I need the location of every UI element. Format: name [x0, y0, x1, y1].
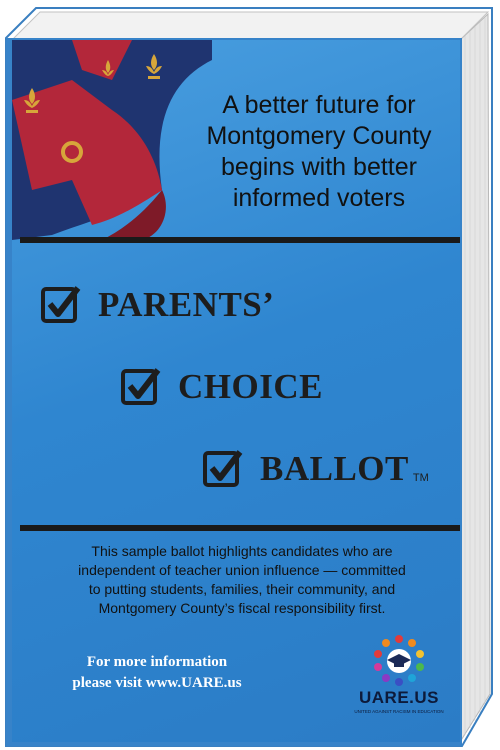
headline-line-4: informed voters — [232, 184, 406, 212]
divider-bottom — [20, 525, 460, 531]
description-line-1: This sample ballot highlights candidates who are — [91, 543, 393, 559]
title-row-choice — [120, 366, 323, 408]
more-info — [52, 652, 262, 694]
headline-line-3: begins with better — [221, 153, 417, 181]
description-line-2: independent of teacher union influence — committed — [78, 562, 406, 578]
checkbox-icon — [40, 284, 82, 326]
headline-line-1: A better future for — [222, 91, 416, 119]
headline — [194, 90, 444, 214]
checkbox-icon — [202, 448, 244, 490]
description — [42, 542, 442, 618]
book-cover — [12, 40, 460, 742]
description-line-3: to putting students, families, their community, and — [88, 581, 396, 597]
flag-graphic — [12, 40, 212, 240]
more-info-link[interactable]: please visit www.UARE.us — [72, 675, 242, 691]
trademark-mark: TM — [412, 472, 429, 484]
uare-logo — [344, 634, 454, 734]
headline-line-2: Montgomery County — [206, 122, 432, 150]
more-info-line-1: For more information — [86, 654, 228, 670]
title-row-ballot — [202, 448, 429, 490]
divider-top — [20, 237, 460, 243]
checkbox-icon — [120, 366, 162, 408]
logo-name: UARE.US — [358, 688, 439, 707]
title-word-choice: CHOICE — [178, 367, 323, 406]
logo-tagline: UNITED AGAINST RACISM IN EDUCATION — [354, 709, 444, 714]
uare-logo-icon — [369, 634, 429, 688]
title-row-parents — [40, 284, 274, 326]
title-word-parents: PARENTS’ — [98, 285, 275, 324]
title-word-ballot: BALLOT — [260, 449, 409, 488]
description-line-4: Montgomery County’s fiscal responsibility first. — [98, 600, 386, 616]
